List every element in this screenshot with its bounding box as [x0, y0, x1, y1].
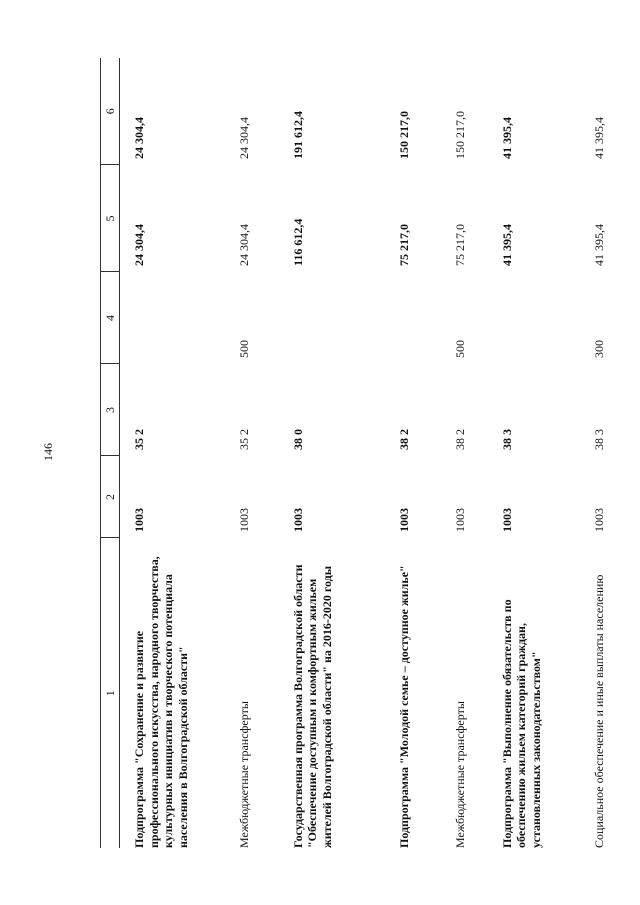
- cell-program-code: 38 3: [591, 429, 606, 450]
- cell-amount-5: 75 217,0: [452, 224, 467, 266]
- header-row: [101, 58, 120, 848]
- cell-expense-type: 500: [452, 340, 467, 358]
- row-name: Государственная программа Волгоградской области "Обеспечение доступным и комфортным жильем жителей Волгоградской области" на 2016-2020 годы: [290, 564, 334, 848]
- cell-section-code: 1003: [452, 508, 467, 532]
- cell-program-code: 38 2: [452, 429, 467, 450]
- row-name: Подпрограмма "Выполнение обязательств по обеспечению жильем категорий граждан, установленных законодательством": [499, 599, 543, 848]
- cell-amount-5: 41 395,4: [591, 224, 606, 266]
- table-row: [225, 58, 279, 848]
- page-number: 146: [41, 443, 55, 461]
- cell-amount-5: 75 217,0: [396, 224, 411, 266]
- header-col-3: 3: [101, 364, 120, 456]
- header-col-2: 2: [101, 456, 120, 538]
- cell-section-code: 1003: [591, 508, 606, 532]
- cell-program-code: 38 0: [290, 429, 305, 450]
- header-col-6: 6: [101, 58, 120, 165]
- row-name: Социальное обеспечение и иные выплаты населению: [591, 574, 606, 848]
- table-row: [580, 58, 620, 848]
- cell-expense-type: [385, 272, 441, 364]
- table-row: [441, 58, 488, 848]
- cell-amount-5: 116 612,4: [290, 218, 305, 266]
- cell-expense-type: 500: [236, 340, 251, 358]
- table-row: [385, 58, 441, 848]
- cell-section-code: 1003: [396, 508, 411, 532]
- cell-program-code: 38 3: [499, 429, 514, 450]
- cell-amount-5: 41 395,4: [499, 224, 514, 266]
- cell-amount-5: 24 304,4: [132, 224, 146, 266]
- header-col-5: 5: [101, 165, 120, 272]
- cell-section-code: 1003: [236, 508, 251, 532]
- budget-table: [100, 58, 620, 848]
- cell-section-code: 1003: [499, 508, 514, 532]
- table-row: [120, 58, 225, 848]
- cell-section-code: 1003: [290, 508, 305, 532]
- table-row: [488, 58, 580, 848]
- cell-amount-6: 24 304,4: [236, 117, 251, 159]
- cell-amount-6: 191 612,4: [290, 111, 305, 159]
- cell-amount-5: 24 304,4: [236, 224, 251, 266]
- cell-amount-6: 41 395,4: [499, 117, 514, 159]
- cell-expense-type: [120, 272, 225, 364]
- cell-amount-6: 24 304,4: [132, 117, 146, 159]
- cell-expense-type: [279, 272, 385, 364]
- row-name: Межбюджетные трансферты: [236, 701, 251, 848]
- cell-expense-type: [488, 272, 580, 364]
- cell-amount-6: 41 395,4: [591, 117, 606, 159]
- table-row: [279, 58, 385, 848]
- cell-amount-6: 150 217,0: [396, 111, 411, 159]
- cell-section-code: 1003: [132, 508, 146, 532]
- cell-program-code: 38 2: [396, 429, 411, 450]
- cell-program-code: 35 2: [236, 429, 251, 450]
- row-name: Межбюджетные трансферты: [452, 701, 467, 848]
- row-name: Подпрограмма "Сохранение и развитие профессионального искусства, народного творчества, культурных инициатив и творческого потенциала населения в Волгоградской области": [132, 556, 190, 848]
- cell-program-code: 35 2: [132, 429, 146, 450]
- header-col-1: 1: [101, 538, 120, 848]
- cell-expense-type: 300: [591, 340, 606, 358]
- header-col-4: 4: [101, 272, 120, 364]
- budget-table-container: [100, 58, 620, 848]
- row-name: Подпрограмма "Молодой семье – доступное жилье": [396, 565, 411, 848]
- cell-amount-6: 150 217,0: [452, 111, 467, 159]
